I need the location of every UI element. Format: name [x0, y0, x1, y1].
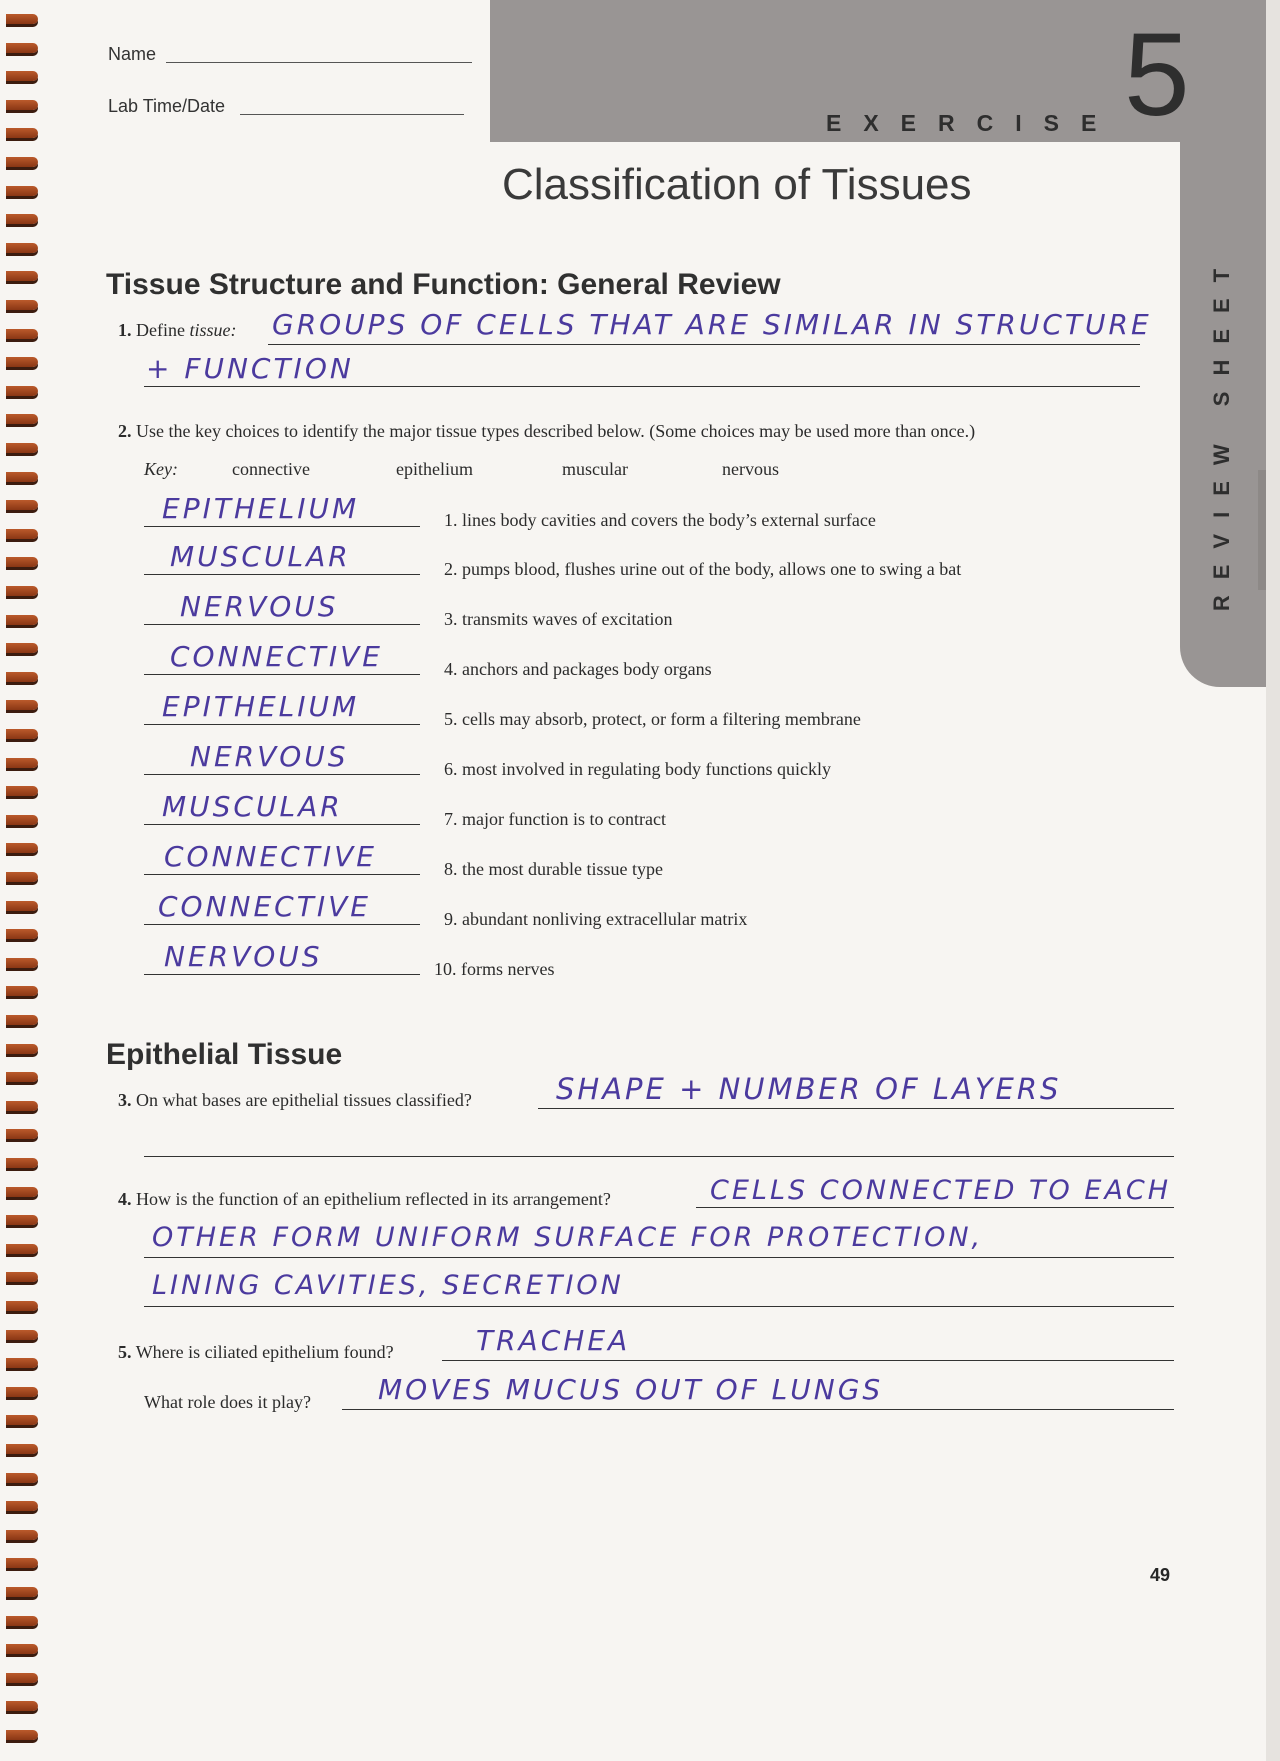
spiral-binding	[0, 0, 44, 1761]
spiral-coil	[6, 986, 38, 996]
spiral-coil	[6, 1587, 38, 1597]
spiral-coil	[6, 1129, 38, 1139]
spiral-coil	[6, 643, 38, 653]
q2-item-2	[444, 559, 961, 580]
answer-line	[144, 574, 420, 575]
q4-answer-3[interactable]: LINING CAVITIES, SECRETION	[152, 1270, 624, 1301]
key-choice-epithelium: epithelium	[396, 459, 473, 479]
answer-line	[144, 874, 420, 875]
spiral-coil	[6, 414, 38, 424]
item-text: anchors and packages body organs	[462, 659, 712, 679]
spiral-coil	[6, 186, 38, 196]
q1-answer-line-1	[268, 344, 1140, 345]
key-choice-muscular: muscular	[562, 459, 628, 479]
q2-item-8	[444, 859, 663, 880]
name-label: Name	[108, 44, 157, 64]
item-text: pumps blood, flushes urine out of the body, allows one to swing a bat	[462, 559, 962, 579]
spiral-coil	[6, 586, 38, 596]
q4-answer-line-2	[144, 1257, 1174, 1258]
answer-line	[144, 924, 420, 925]
labtime-field-line[interactable]	[240, 114, 464, 115]
item-number: 1.	[444, 510, 458, 530]
q2-answer-8[interactable]: CONNECTIVE	[164, 840, 377, 873]
spiral-coil	[6, 672, 38, 682]
page-edge	[1266, 0, 1280, 1761]
item-number: 8.	[444, 859, 458, 879]
spiral-coil	[6, 929, 38, 939]
q2-answer-4[interactable]: CONNECTIVE	[170, 640, 383, 673]
spiral-coil	[6, 1301, 38, 1311]
item-text: lines body cavities and covers the body’s external surface	[462, 510, 876, 530]
q2-answer-6[interactable]: NERVOUS	[190, 740, 349, 773]
spiral-coil	[6, 100, 38, 110]
q3-prompt	[118, 1090, 472, 1111]
item-number: 3.	[444, 609, 458, 629]
spiral-coil	[6, 357, 38, 367]
answer-line	[144, 724, 420, 725]
spiral-coil	[6, 14, 38, 24]
spiral-coil	[6, 1272, 38, 1282]
spiral-coil	[6, 786, 38, 796]
item-number: 4.	[444, 659, 458, 679]
q4-answer-line-3	[144, 1306, 1174, 1307]
spiral-coil	[6, 71, 38, 81]
key-choice-nervous: nervous	[722, 459, 779, 479]
spiral-coil	[6, 1101, 38, 1111]
q5-answer-line-2	[342, 1409, 1174, 1410]
spiral-coil	[6, 1072, 38, 1082]
q2-answer-2[interactable]: MUSCULAR	[170, 540, 351, 573]
q3-text: On what bases are epithelial tissues classified?	[136, 1090, 472, 1110]
answer-line	[144, 624, 420, 625]
spiral-coil	[6, 729, 38, 739]
exercise-number: 5	[1124, 9, 1190, 141]
content-area-curve	[490, 142, 1180, 687]
spiral-coil	[6, 557, 38, 567]
spiral-coil	[6, 1701, 38, 1711]
spiral-coil	[6, 1501, 38, 1511]
q4-answer-2[interactable]: OTHER FORM UNIFORM SURFACE FOR PROTECTION,	[152, 1222, 984, 1253]
q5-answer-2[interactable]: MOVES MUCUS OUT OF LUNGS	[378, 1373, 884, 1406]
spiral-coil	[6, 500, 38, 510]
q2-answer-9[interactable]: CONNECTIVE	[158, 890, 371, 923]
item-number: 9.	[444, 909, 458, 929]
q2-prompt	[118, 421, 975, 442]
page-edge-tab	[1258, 470, 1266, 590]
exercise-label: EXERCISE	[826, 110, 1119, 136]
q4-number: 4.	[118, 1189, 132, 1209]
name-field-line[interactable]	[166, 62, 472, 63]
q1-number: 1.	[118, 320, 132, 340]
spiral-coil	[6, 300, 38, 310]
item-number: 6.	[444, 759, 458, 779]
spiral-coil	[6, 443, 38, 453]
spiral-coil	[6, 1444, 38, 1454]
spiral-coil	[6, 529, 38, 539]
spiral-coil	[6, 758, 38, 768]
q2-answer-5[interactable]: EPITHELIUM	[162, 690, 360, 723]
spiral-coil	[6, 1616, 38, 1626]
q4-text: How is the function of an epithelium reflected in its arrangement?	[136, 1189, 611, 1209]
q4-answer-line-1	[696, 1207, 1174, 1208]
spiral-coil	[6, 1730, 38, 1740]
spiral-coil	[6, 128, 38, 138]
q5-prompt-2: What role does it play?	[144, 1392, 311, 1412]
q1-answer-line-2	[144, 386, 1140, 387]
spiral-coil	[6, 872, 38, 882]
answer-line	[144, 526, 420, 527]
item-text: abundant nonliving extracellular matrix	[462, 909, 748, 929]
spiral-coil	[6, 329, 38, 339]
q3-answer-line	[538, 1108, 1174, 1109]
spiral-coil	[6, 615, 38, 625]
spiral-coil	[6, 1530, 38, 1540]
answer-line	[144, 774, 420, 775]
spiral-coil	[6, 1015, 38, 1025]
item-text: cells may absorb, protect, or form a filtering membrane	[462, 709, 861, 729]
q3-number: 3.	[118, 1090, 132, 1110]
key-label: Key:	[144, 459, 178, 479]
spiral-coil	[6, 1415, 38, 1425]
q5-number: 5.	[118, 1342, 132, 1362]
q2-answer-3[interactable]: NERVOUS	[180, 590, 339, 623]
spiral-coil	[6, 700, 38, 710]
item-text: most involved in regulating body functions quickly	[462, 759, 831, 779]
q1-prompt	[118, 320, 236, 341]
section-general-review: Tissue Structure and Function: General Review	[106, 268, 781, 301]
q2-item-7	[444, 809, 666, 830]
spiral-coil	[6, 901, 38, 911]
item-number: 10.	[434, 959, 457, 979]
spiral-coil	[6, 214, 38, 224]
answer-line	[144, 824, 420, 825]
q5-prompt	[118, 1342, 394, 1363]
q5-text: Where is ciliated epithelium found?	[135, 1342, 394, 1362]
spiral-coil	[6, 1158, 38, 1168]
q2-answer-7[interactable]: MUSCULAR	[162, 790, 343, 823]
item-number: 2.	[444, 559, 458, 579]
labtime-label: Lab Time/Date	[108, 96, 226, 116]
page-number: 49	[1150, 1565, 1171, 1585]
answer-line	[144, 674, 420, 675]
q2-item-5	[444, 709, 861, 730]
spiral-coil	[6, 1215, 38, 1225]
answer-line	[144, 974, 420, 975]
q2-text: Use the key choices to identify the major tissue types described below. (Some choices may be used more than once.)	[136, 421, 976, 441]
q3-answer[interactable]: SHAPE + NUMBER OF LAYERS	[556, 1072, 1062, 1106]
spiral-coil	[6, 1358, 38, 1368]
q1-term: tissue:	[189, 320, 237, 340]
q1-answer-1[interactable]: GROUPS OF CELLS THAT ARE SIMILAR IN STRUCTURE	[272, 308, 1152, 341]
spiral-coil	[6, 1244, 38, 1254]
item-number: 7.	[444, 809, 458, 829]
item-number: 5.	[444, 709, 458, 729]
q2-item-10	[434, 959, 554, 980]
spiral-coil	[6, 386, 38, 396]
spiral-coil	[6, 1673, 38, 1683]
spiral-coil	[6, 1187, 38, 1197]
item-text: forms nerves	[461, 959, 555, 979]
q1-answer-2[interactable]: + FUNCTION	[146, 352, 354, 385]
spiral-coil	[6, 1387, 38, 1397]
q2-item-3	[444, 609, 672, 630]
page-title: Classification of Tissues	[502, 160, 972, 209]
spiral-coil	[6, 43, 38, 53]
spiral-coil	[6, 157, 38, 167]
spiral-coil	[6, 1473, 38, 1483]
spiral-coil	[6, 472, 38, 482]
q2-item-1	[444, 510, 876, 531]
spiral-coil	[6, 1558, 38, 1568]
q2-item-4	[444, 659, 712, 680]
q1-define: Define	[136, 320, 185, 340]
spiral-coil	[6, 958, 38, 968]
spiral-coil	[6, 271, 38, 281]
q2-number: 2.	[118, 421, 132, 441]
q5-answer-line	[442, 1360, 1174, 1361]
q4-answer-1[interactable]: CELLS CONNECTED TO EACH	[710, 1175, 1172, 1206]
section-epithelial: Epithelial Tissue	[106, 1038, 343, 1071]
q5-answer[interactable]: TRACHEA	[476, 1324, 631, 1357]
spiral-coil	[6, 1330, 38, 1340]
item-text: transmits waves of excitation	[462, 609, 673, 629]
spiral-coil	[6, 1044, 38, 1054]
q4-prompt	[118, 1189, 611, 1210]
q2-answer-1[interactable]: EPITHELIUM	[162, 492, 360, 525]
q2-item-9	[444, 909, 747, 930]
review-sheet-label: REVIEW SHEET	[1209, 252, 1234, 612]
item-text: major function is to contract	[462, 809, 666, 829]
item-text: the most durable tissue type	[462, 859, 663, 879]
spiral-coil	[6, 815, 38, 825]
q3-answer-line-2	[144, 1156, 1174, 1157]
key-choice-connective: connective	[232, 459, 310, 479]
q2-item-6	[444, 759, 831, 780]
spiral-coil	[6, 843, 38, 853]
spiral-coil	[6, 243, 38, 253]
spiral-coil	[6, 1644, 38, 1654]
q2-answer-10[interactable]: NERVOUS	[164, 940, 323, 973]
